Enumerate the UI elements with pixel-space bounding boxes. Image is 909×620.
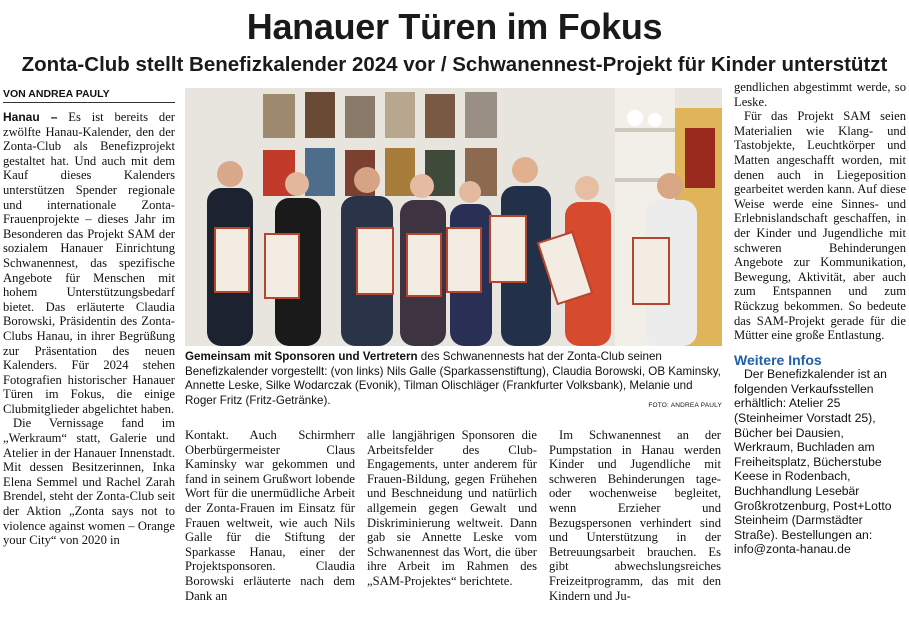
- paragraph: Im Schwanennest an der Pumpstation in Hanau werden Kinder und Jugendliche mit schweren Behinderungen tage- oder wochenweise begleitet, wenn Erzieher und Bezugspersonen verhindert sind und Unterstützung in der Betreuungsarbeit brauchen. Es gibt abwechslungsreiches Freizeitprogramm, das mit den Kindern und Ju-: [549, 428, 721, 603]
- paragraph: Die Vernissage fand im „Werkraum“ statt, Galerie und Atelier in der Hanauer Innenstadt. Mit dessen Besitzerinnen, Inka Elena Semmel und Rachel Zarah Brendel, steht der Zonta-Club seit der Aktion „Zonta says not to violence against women – Orange your City“ von 2020 in: [3, 416, 175, 548]
- article-column-4: [549, 428, 721, 603]
- photo-caption: [185, 350, 722, 408]
- photo-illustration: [185, 88, 722, 346]
- subheadline: Zonta-Club stellt Benefizkalender 2024 vor / Schwanennest-Projekt für Kinder unterstützt: [21, 53, 888, 76]
- caption-text: des Schwanennests hat der Zonta-Club seinen Benefizkalender vorgestellt: (von links) Nils Galle (Sparkassenstiftung), Claudia Borowski, OB Kaminsky, Annette Leske, Silke Wodarczak (Evonik), Tilman Olischläger (Frankfurter Volksbank), Melanie und Roger Fritz (Fritz-Getränke).: [185, 350, 721, 407]
- paragraph: Für das Projekt SAM seien Materialien wie Klang- und Tastobjekte, Leuchtkörper und Matten angeschafft worden, mit denen auch in Liegeposition gearbeitet werden kann. Auf diese Weise werde eine Sinnes- und Erlebnislandschaft geschaffen, in der Kinder und Jugendliche mit schweren Behinderungen Angebote zur Kommunikation, Bewegung, Aktivität, aber auch zum Entspannen und zum Rückzug bekommen. So bedeute das SAM-Projekt gerade für die Mütter eine große Entlastung.: [734, 109, 906, 343]
- paragraph: Kontakt. Auch Schirmherr Oberbürgermeister Claus Kaminsky war gekommen und fand in seinem Grußwort lobende Wort für die unermüdliche Arbeit der Zonta-Frauen im Einsatz für Frauen weltweit, wie auch Nils Galle für die Stiftung der Sparkasse Hanau, einer der Projektsponsoren. Claudia Borowski erläuterte nach dem Dank an: [185, 428, 355, 603]
- info-box-text: Der Benefizkalender ist an folgenden Verkaufsstellen erhältlich: Atelier 25 (Steinheimer Vorstadt 25), Bücher bei Dausien, Werkraum, Buchladen am Freiheitsplatz, Bücherstube Keese in Rodenbach, Buchhandlung Lesebär Großkrotzenburg, Post+Lotto Steinheim (Darmstädter Straße). Bestellungen an: info@zonta-hanau.de: [734, 367, 892, 557]
- article-column-2: [185, 428, 355, 603]
- paragraph: [3, 110, 175, 416]
- article-column-1: [3, 110, 175, 548]
- paragraph: gendlichen abgestimmt werde, so Leske.: [734, 80, 906, 109]
- article-photo: [185, 88, 722, 346]
- paragraph: alle langjährigen Sponsoren die Arbeitsfelder des Club-Engagements, unter anderem für Frauen-Bildung, gegen Frühehen und Beschneidung und natürlich allgemein gegen Gewalt und Diskriminierung weltweit. Dann gab sie Annette Leske vom Schwanennest das Wort, die über ihre Arbeit im Rahmen des „SAM-Projektes“ berichtete.: [367, 428, 537, 588]
- dateline: Hanau –: [3, 110, 58, 124]
- article-column-5: [734, 80, 906, 557]
- caption-lead: Gemeinsam mit Sponsoren und Vertretern: [185, 350, 418, 363]
- paragraph-text: Es ist bereits der zwölfte Hanau-Kalender, den der Zonta-Club als Benefizprojekt gestaltet hat. Und auch mit dem Kauf dieses Kalenders unterstützen Spender regionale und internationale Zonta-Frauenprojekte – dieses Jahr im Besonderen das Projekt SAM der sozialem Hanauer Einrichtung Schwanennest, das spezifische Angebote für Menschen mit hohem Unterstützungsbedarf bietet. Das erläuterte Claudia Borowski, Präsidentin des Zonta-Clubs Hanau, in ihrer Begrüßung zur Präsentation des neuen Kalenders. Für 2024 stehen Fotografien historischer Hanauer Türen im Fokus, die einige Clubmitglieder abgelichtet haben.: [3, 110, 175, 416]
- article-column-3: [367, 428, 537, 589]
- photo-credit: FOTO: ANDREA PAULY: [648, 402, 722, 409]
- info-box-title: Weitere Infos: [734, 351, 822, 368]
- byline: VON ANDREA PAULY: [3, 88, 175, 103]
- headline: Hanauer Türen im Fokus: [246, 6, 663, 47]
